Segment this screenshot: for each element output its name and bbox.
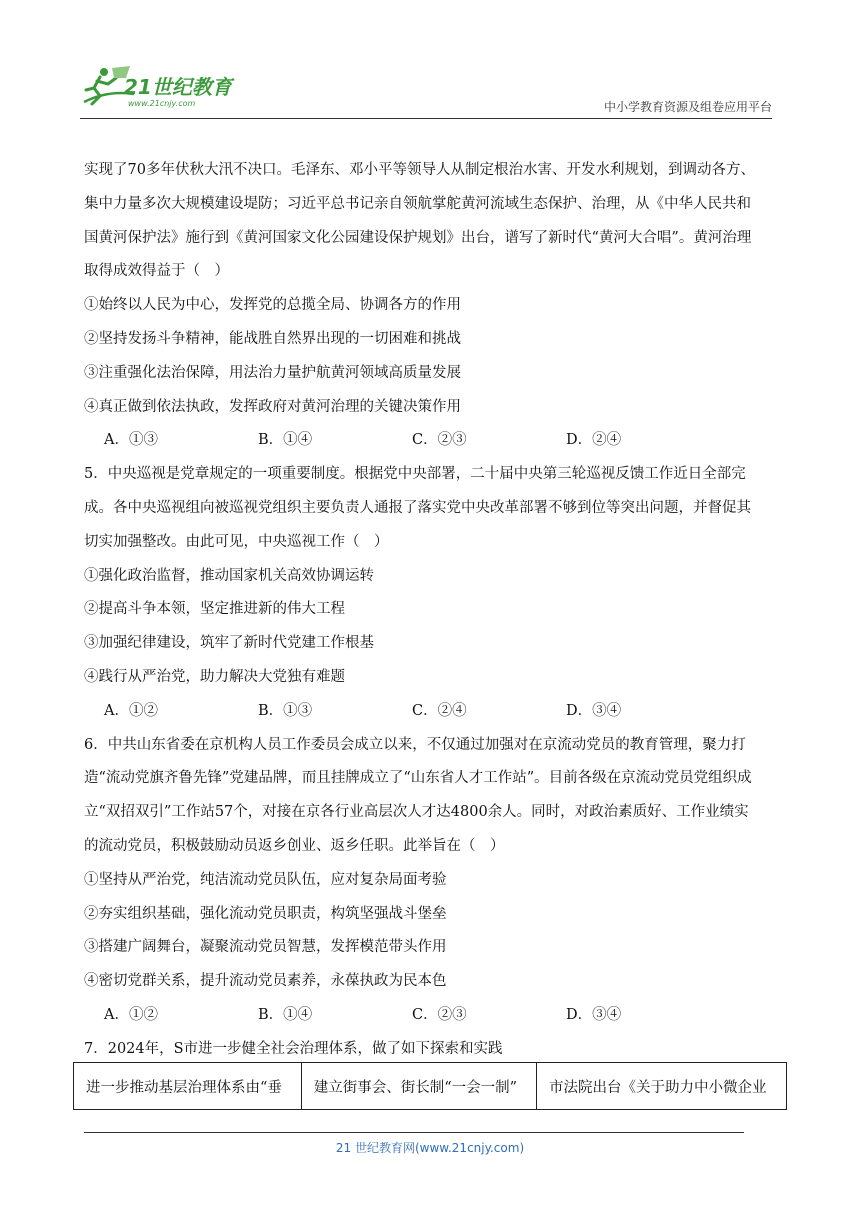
text-line: 实现了70多年伏秋大汛不决口。毛泽东、邓小平等领导人从制定根治水害、开发水利规划，到调动各方、	[84, 162, 755, 178]
header-divider	[80, 118, 772, 119]
table-row	[74, 1063, 787, 1110]
choice-c[interactable]: C．②④	[412, 702, 467, 719]
table-cell: 建立街事会、街长制“一会一制”	[301, 1063, 536, 1110]
choice-a[interactable]: A．①②	[104, 702, 158, 719]
text-line: 取得成效得益于（ ）	[84, 263, 229, 280]
answer-choices-q5	[84, 695, 788, 729]
table-cell: 进一步推动基层治理体系由“垂	[74, 1063, 302, 1110]
choice-a[interactable]: A．①③	[104, 432, 158, 449]
text-line: 成。各中央巡视组向被巡视党组织主要负责人通报了落实党中央改革部署不够到位等突出问题，并督促其	[84, 499, 751, 516]
runner-logo-icon	[78, 64, 248, 110]
option-2: ②夯实组织基础，强化流动党员职责，构筑坚强战斗堡垒	[84, 905, 447, 922]
text-line: 切实加强整改。由此可见，中央巡视工作（ ）	[84, 533, 389, 550]
answer-choices-q6	[84, 999, 788, 1033]
question-7-stem: 7．2024年，S市进一步健全社会治理体系，做了如下探索和实践	[84, 1040, 503, 1057]
option-3: ③注重强化法治保障，用法治力量护航黄河领域高质量发展	[84, 364, 461, 381]
table-cell: 市法院出台《关于助力中小微企业	[537, 1063, 787, 1110]
choice-c[interactable]: C．②③	[412, 1006, 467, 1023]
choice-d[interactable]: D．③④	[566, 1006, 622, 1023]
answer-choices-q4	[84, 424, 788, 458]
choice-b[interactable]: B．①④	[258, 1006, 313, 1023]
option-1: ①坚持从严治党，纯洁流动党员队伍，应对复杂局面考验	[84, 871, 447, 888]
question-content	[84, 154, 788, 1067]
option-3: ③加强纪律建设，筑牢了新时代党建工作根基	[84, 635, 374, 652]
choice-c[interactable]: C．②③	[412, 432, 467, 449]
option-1: ①始终以人民为中心，发挥党的总揽全局、协调各方的作用	[84, 297, 461, 314]
option-1: ①强化政治监督，推动国家机关高效协调运转	[84, 567, 374, 584]
platform-name: 中小学教育资源及组卷应用平台	[603, 100, 772, 114]
choice-d[interactable]: D．②④	[566, 432, 622, 449]
text-line: 造“流动党旗齐鲁先锋”党建品牌，而且挂牌成立了“山东省人才工作站”。目前各级在京流动党员党组织成	[84, 770, 752, 787]
option-4: ④践行从严治党，助力解决大党独有难题	[84, 668, 345, 685]
text-line: 国黄河保护法》施行到《黄河国家文化公园建设保护规划》出台，谱写了新时代“黄河大合唱”。黄河治理	[84, 229, 752, 246]
logo-text: 21世纪教育	[124, 75, 232, 99]
option-2: ②提高斗争本领，坚定推进新的伟大工程	[84, 601, 345, 618]
question-6-stem: 6．中共山东省委在京机构人员工作委员会成立以来，不仅通过加强对在京流动党员的教育管理，聚力打	[84, 736, 746, 753]
option-4: ④密切党群关系，提升流动党员素养，永葆执政为民本色	[84, 973, 447, 990]
text-line: 集中力量多次大规模建设堤防；习近平总书记亲自领航掌舵黄河流域生态保护、治理，从《中华人民共和	[84, 195, 751, 212]
choice-b[interactable]: B．①④	[258, 432, 313, 449]
option-4: ④真正做到依法执政，发挥政府对黄河治理的关键决策作用	[84, 398, 461, 415]
site-logo[interactable]	[78, 64, 248, 110]
option-2: ②坚持发扬斗争精神，能战胜自然界出现的一切困难和挑战	[84, 330, 461, 347]
logo-url: www.21cnjy.com	[128, 99, 196, 108]
choice-a[interactable]: A．①②	[104, 1006, 158, 1023]
practice-table	[73, 1062, 787, 1110]
text-line: 立“双招双引”工作站57个，对接在京各行业高层次人才达4800余人。同时，对政治素质好、工作业绩实	[84, 804, 749, 821]
page-header	[0, 0, 860, 120]
text-line: 的流动党员，积极鼓励动员返乡创业、返乡任职。此举旨在（ ）	[84, 837, 505, 854]
choice-b[interactable]: B．①③	[258, 702, 313, 719]
footer-divider	[84, 1132, 744, 1133]
choice-d[interactable]: D．③④	[566, 702, 622, 719]
question-5-stem: 5．中央巡视是党章规定的一项重要制度。根据党中央部署，二十届中央第三轮巡视反馈工作近日全部完	[84, 466, 746, 483]
footer-link[interactable]: 21 世纪教育网(www.21cnjy.com)	[335, 1141, 525, 1155]
option-3: ③搭建广阔舞台，凝聚流动党员智慧，发挥模范带头作用	[84, 939, 447, 956]
